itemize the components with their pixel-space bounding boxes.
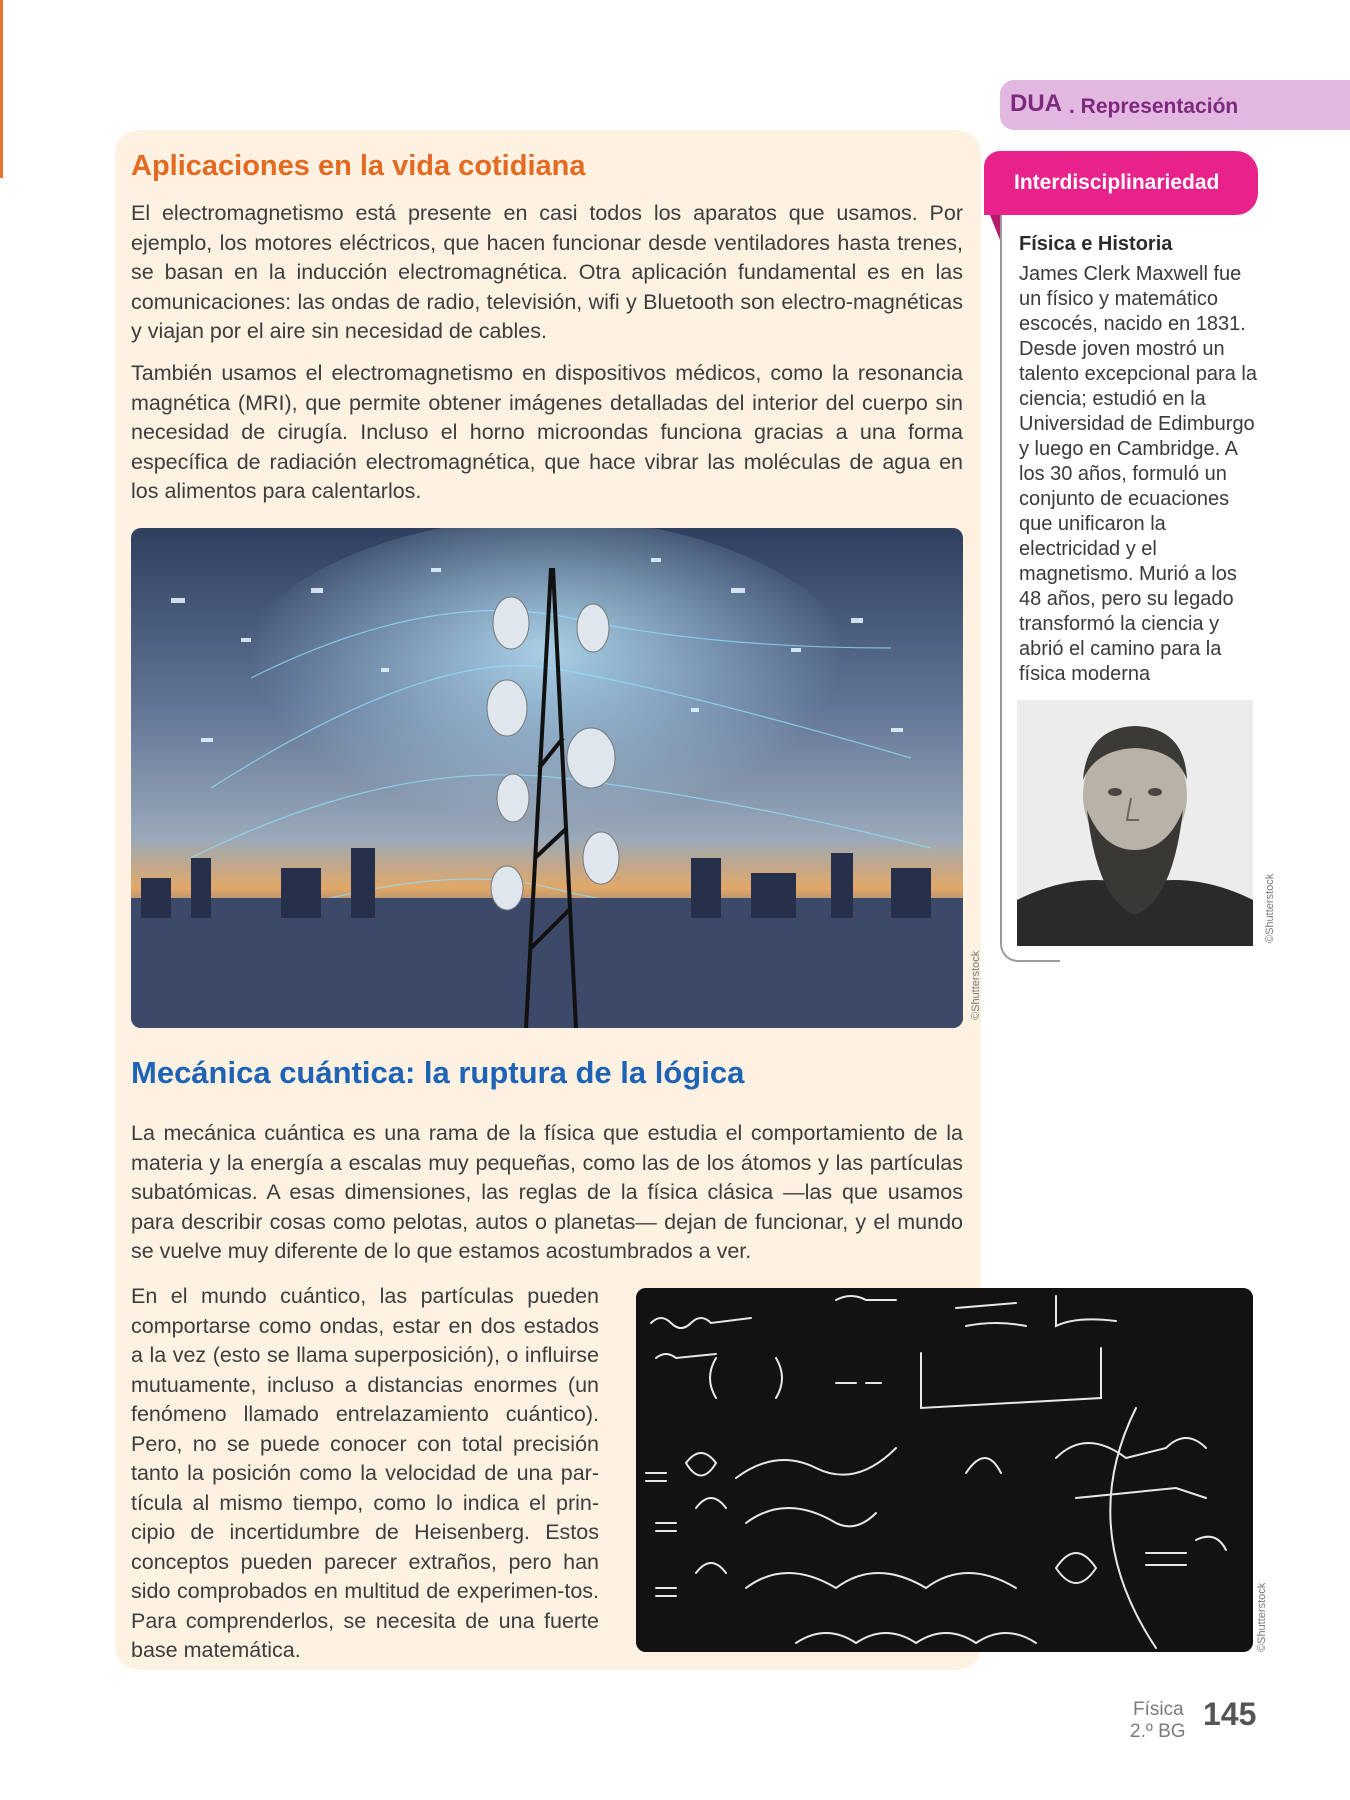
dua-label: DUA xyxy=(1010,90,1062,117)
dua-category: . Representación xyxy=(1069,95,1239,118)
page-edge-accent xyxy=(0,0,3,178)
image-credit-tower: ©Shutterstock xyxy=(970,950,982,1020)
paragraph-applications-2: También usamos el electromagnetismo en dispositivos médicos, como la resonancia magnética (MRI), que permite obtener imágenes detalladas del interior del cuerpo sin necesidad de cirugía. Incluso el horno microondas funciona gracias a una forma específica de radiación electromagnética, que hace vibrar las moléculas de agua en los alimentos para calentarlos. xyxy=(131,361,963,503)
section-title-applications: Aplicaciones en la vida cotidiana xyxy=(131,150,586,182)
blackboard-equations-image xyxy=(636,1288,1253,1652)
page-number: 145 xyxy=(1203,1696,1257,1732)
paragraph-applications-1: El electromagnetismo está presente en casi todos los aparatos que usamos. Por ejemplo, los motores eléctricos, que hacen funcionar desde ventiladores hasta trenes, se basan en la inducción electromagnética. Otra aplicación fundamental es en las comunicaciones: las ondas de radio, televisión, wifi y Bluetooth son electro-magnéticas y viajan por el aire sin necesidad de cables. xyxy=(131,201,963,343)
image-credit-portrait: ©Shutterstock xyxy=(1264,873,1276,943)
sidebar-text: James Clerk Maxwell fue un físico y matemático escocés, nacido en 1831. Desde joven mostró un talento excepcional para la ciencia; estudió en la Universidad de Edimburgo y luego en Cambridge. A los 30 años, formuló un conjunto de ecuaciones que unificaron la electricidad y el magnetismo. Murió a los 48 años, pero su legado transformó la ciencia y abrió el camino para la física moderna xyxy=(1019,263,1257,685)
footer-level: 2.º BG xyxy=(1130,1721,1186,1742)
telecom-tower-image xyxy=(131,528,963,1028)
maxwell-portrait xyxy=(1017,700,1253,946)
interdisciplinary-label: Interdisciplinariedad xyxy=(1014,171,1220,194)
section-title-quantum: Mecánica cuántica: la ruptura de la lógica xyxy=(131,1055,745,1090)
sidebar-title: Física e Historia xyxy=(1019,233,1173,255)
image-credit-blackboard: ©Shutterstock xyxy=(1256,1582,1268,1652)
footer-subject: Física xyxy=(1133,1699,1184,1720)
paragraph-quantum-1: La mecánica cuántica es una rama de la física que estudia el comportamiento de la materia y la energía a escalas muy pequeñas, como las de los átomos y las partículas subatómicas. A esas dimensiones, las reglas de la física clásica —las que usamos para describir cosas como pelotas, autos o planetas— dejan de funcionar, y el mundo se vuelve muy diferente de lo que estamos acostumbrados a ver. xyxy=(131,1121,963,1263)
paragraph-quantum-2: En el mundo cuántico, las partículas pueden comportarse como ondas, estar en dos estados a la vez (esto se llama superposición), o influirse mutuamente, incluso a distancias enormes (un fenómeno llamado entrelazamiento cuántico). Pero, no se puede conocer con total precisión tanto la posición como la velocidad de una par-tícula al mismo tiempo, como lo indica el prin-cipio de incertidumbre de Heisenberg. Estos conceptos pueden parecer extraños, pero han sido comprobados en multitud de experimen-tos. Para comprenderlos, se necesita de una fuerte base matemática. xyxy=(131,1284,599,1662)
